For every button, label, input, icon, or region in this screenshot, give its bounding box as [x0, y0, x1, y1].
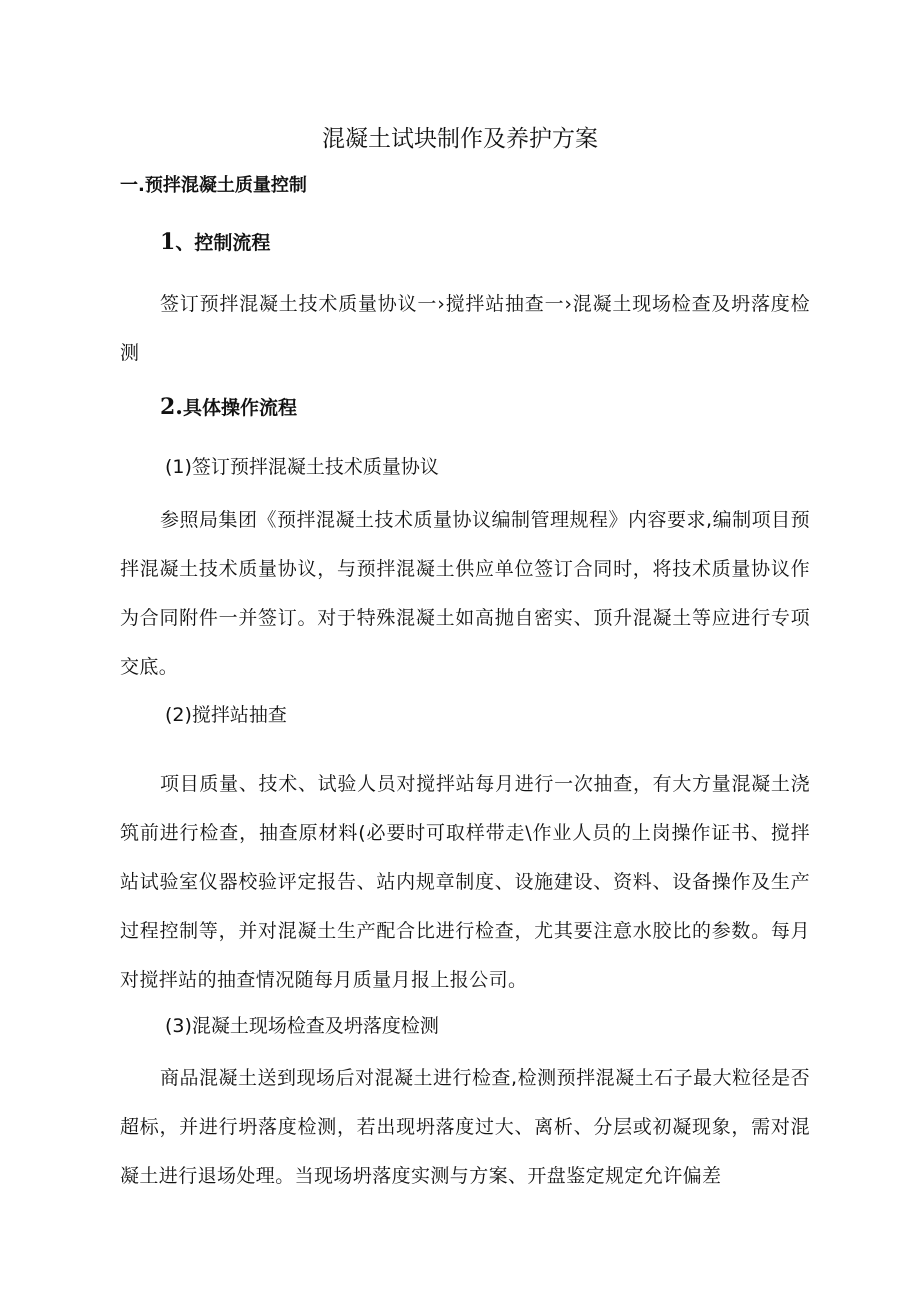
- subsection-number: 2.: [160, 394, 183, 420]
- item-heading-1: (1)签订预拌混凝土技术质量协议: [165, 456, 439, 478]
- section-heading-1: 一.预拌混凝土质量控制: [120, 175, 307, 196]
- subsection-heading-operation-flow: [160, 392, 297, 423]
- flow-paragraph: 签订预拌混凝土技术质量协议一›搅拌站抽查一›混凝土现场检查及坍落度检测: [120, 293, 810, 364]
- item-paragraph-3: 商品混凝土送到现场后对混凝土进行检查,检测预拌混凝土石子最大粒径是否超标，并进行坍落度检测，若出现坍落度过大、离析、分层或初凝现象，需对混凝土进行退场处理。当现场坍落度实测与方案、开盘鉴定规定允许偏差: [120, 1067, 810, 1187]
- subsection-heading-control-flow: [160, 227, 270, 258]
- item-paragraph-2: 项目质量、技术、试验人员对搅拌站每月进行一次抽查，有大方量混凝土浇筑前进行检查，抽查原材料(必要时可取样带走\作业人员的上岗操作证书、搅拌站试验室仪器校验评定报告、站内规章制度、设施建设、资料、设备操作及生产过程控制等，并对混凝土生产配合比进行检查，尤其要注意水胶比的参数。每月对搅拌站的抽查情况随每月质量月报上报公司。: [120, 773, 810, 991]
- subsection-number: 1: [160, 229, 176, 255]
- item-heading-3: (3)混凝土现场检查及坍落度检测: [165, 1015, 439, 1037]
- subsection-label: 、控制流程: [175, 232, 271, 254]
- item-heading-2: (2)搅拌站抽查: [165, 704, 287, 726]
- item-paragraph-1: 参照局集团《预拌混凝土技术质量协议编制管理规程》内容要求,编制项目预拌混凝土技术质量协议，与预拌混凝土供应单位签订合同时，将技术质量协议作为合同附件一并签订。对于特殊混凝土如高抛自密实、顶升混凝土等应进行专项交底。: [120, 509, 810, 678]
- subsection-label: 具体操作流程: [182, 397, 297, 419]
- document-title: 混凝土试块制作及养护方案: [322, 126, 598, 152]
